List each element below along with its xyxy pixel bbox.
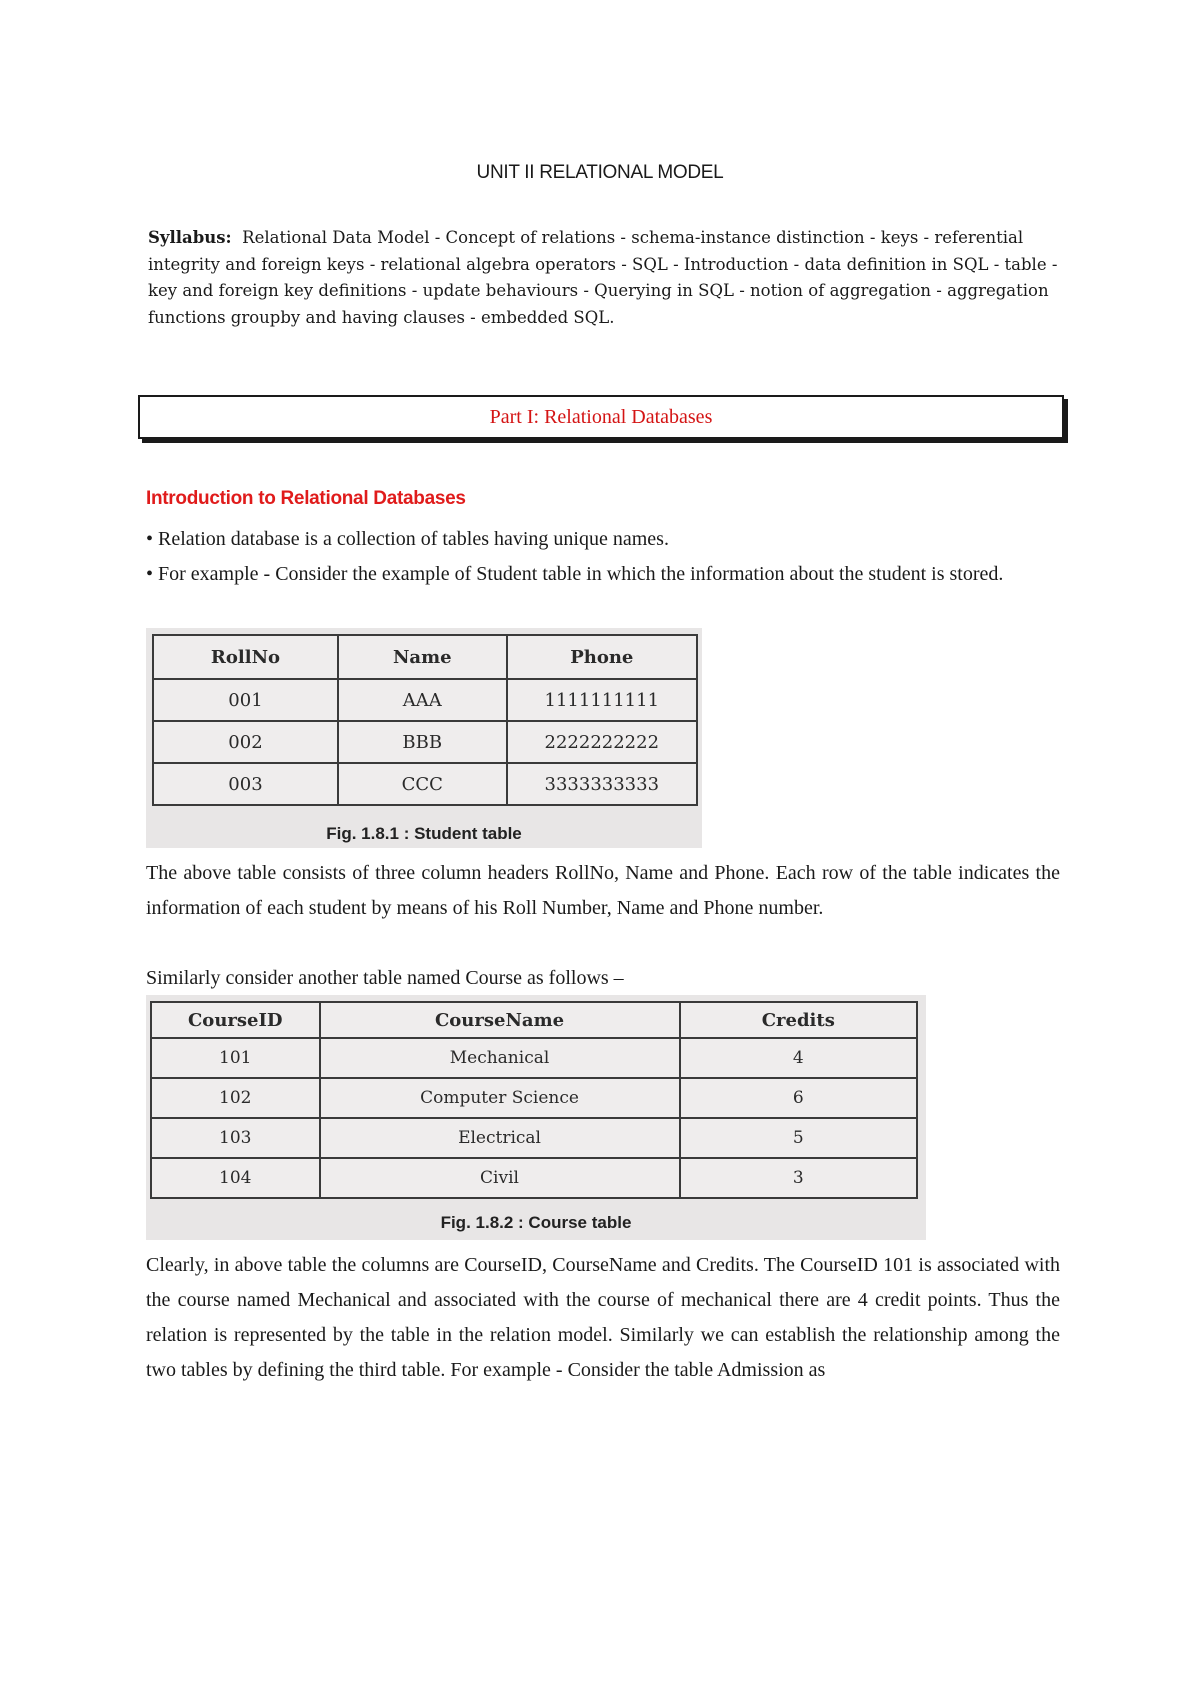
bullet-item: • Relation database is a collection of tables having unique names.	[146, 528, 669, 550]
column-header: Phone	[507, 635, 697, 679]
table-cell: 001	[153, 679, 338, 721]
column-header: Name	[338, 635, 507, 679]
table-cell: 104	[151, 1158, 320, 1198]
syllabus-text: Relational Data Model - Concept of relations - schema-instance distinction - keys - referential integrity and foreign keys - relational algebra operators - SQL - Introduction - data definition in SQL - table - key and foreign key definitions - update behaviours - Querying in SQL - notion of aggregation - aggregation functions groupby and having clauses - embedded SQL.	[148, 228, 1058, 327]
table-cell: 102	[151, 1078, 320, 1118]
course-table	[150, 1001, 918, 1199]
column-header: CourseID	[151, 1002, 320, 1038]
table-cell: 6	[680, 1078, 917, 1118]
table-cell: 103	[151, 1118, 320, 1158]
bullet-item: • For example - Consider the example of Student table in which the information about the student is stored.	[146, 563, 1004, 585]
table-cell: 002	[153, 721, 338, 763]
table-row	[151, 1078, 917, 1118]
table-cell: Electrical	[320, 1118, 680, 1158]
table-cell: 4	[680, 1038, 917, 1078]
student-table-figure	[146, 628, 702, 848]
table-row	[151, 1118, 917, 1158]
paragraph: Clearly, in above table the columns are CourseID, CourseName and Credits. The CourseID 101 is associated with the course named Mechanical and associated with the course of mechanical there are 4 credit points. Thus the relation is represented by the table in the relation model. Similarly we can establish the relationship among the two tables by defining the third table. For example - Consider the table Admission as	[146, 1254, 1060, 1381]
table-row	[153, 763, 697, 805]
table-cell: 1111111111	[507, 679, 697, 721]
table-cell: AAA	[338, 679, 507, 721]
table-cell: BBB	[338, 721, 507, 763]
table-row	[153, 721, 697, 763]
course-table-figure	[146, 995, 926, 1240]
column-header: CourseName	[320, 1002, 680, 1038]
syllabus-paragraph	[148, 225, 1068, 331]
table-cell: CCC	[338, 763, 507, 805]
figure-caption: Fig. 1.8.1 : Student table	[326, 824, 522, 843]
syllabus-label: Syllabus:	[148, 228, 232, 247]
table-header-row	[153, 635, 697, 679]
table-cell: Civil	[320, 1158, 680, 1198]
table-cell: 2222222222	[507, 721, 697, 763]
table-row	[151, 1038, 917, 1078]
table-header-row	[151, 1002, 917, 1038]
table-cell: Computer Science	[320, 1078, 680, 1118]
table-cell: 003	[153, 763, 338, 805]
table-cell: 5	[680, 1118, 917, 1158]
paragraph: The above table consists of three column headers RollNo, Name and Phone. Each row of the table indicates the information of each student by means of his Roll Number, Name and Phone number.	[146, 862, 1060, 919]
column-header: Credits	[680, 1002, 917, 1038]
table-cell: 3	[680, 1158, 917, 1198]
table-cell: Mechanical	[320, 1038, 680, 1078]
table-cell: 101	[151, 1038, 320, 1078]
table-cell: 3333333333	[507, 763, 697, 805]
part-heading-box	[138, 395, 1064, 439]
student-table	[152, 634, 698, 806]
page-title: UNIT II RELATIONAL MODEL	[476, 162, 724, 183]
part-heading: Part I: Relational Databases	[489, 405, 713, 428]
figure-caption: Fig. 1.8.2 : Course table	[440, 1213, 632, 1232]
column-header: RollNo	[153, 635, 338, 679]
section-heading: Introduction to Relational Databases	[146, 488, 466, 509]
table-row	[151, 1158, 917, 1198]
table-row	[153, 679, 697, 721]
paragraph: Similarly consider another table named Course as follows –	[146, 967, 624, 989]
